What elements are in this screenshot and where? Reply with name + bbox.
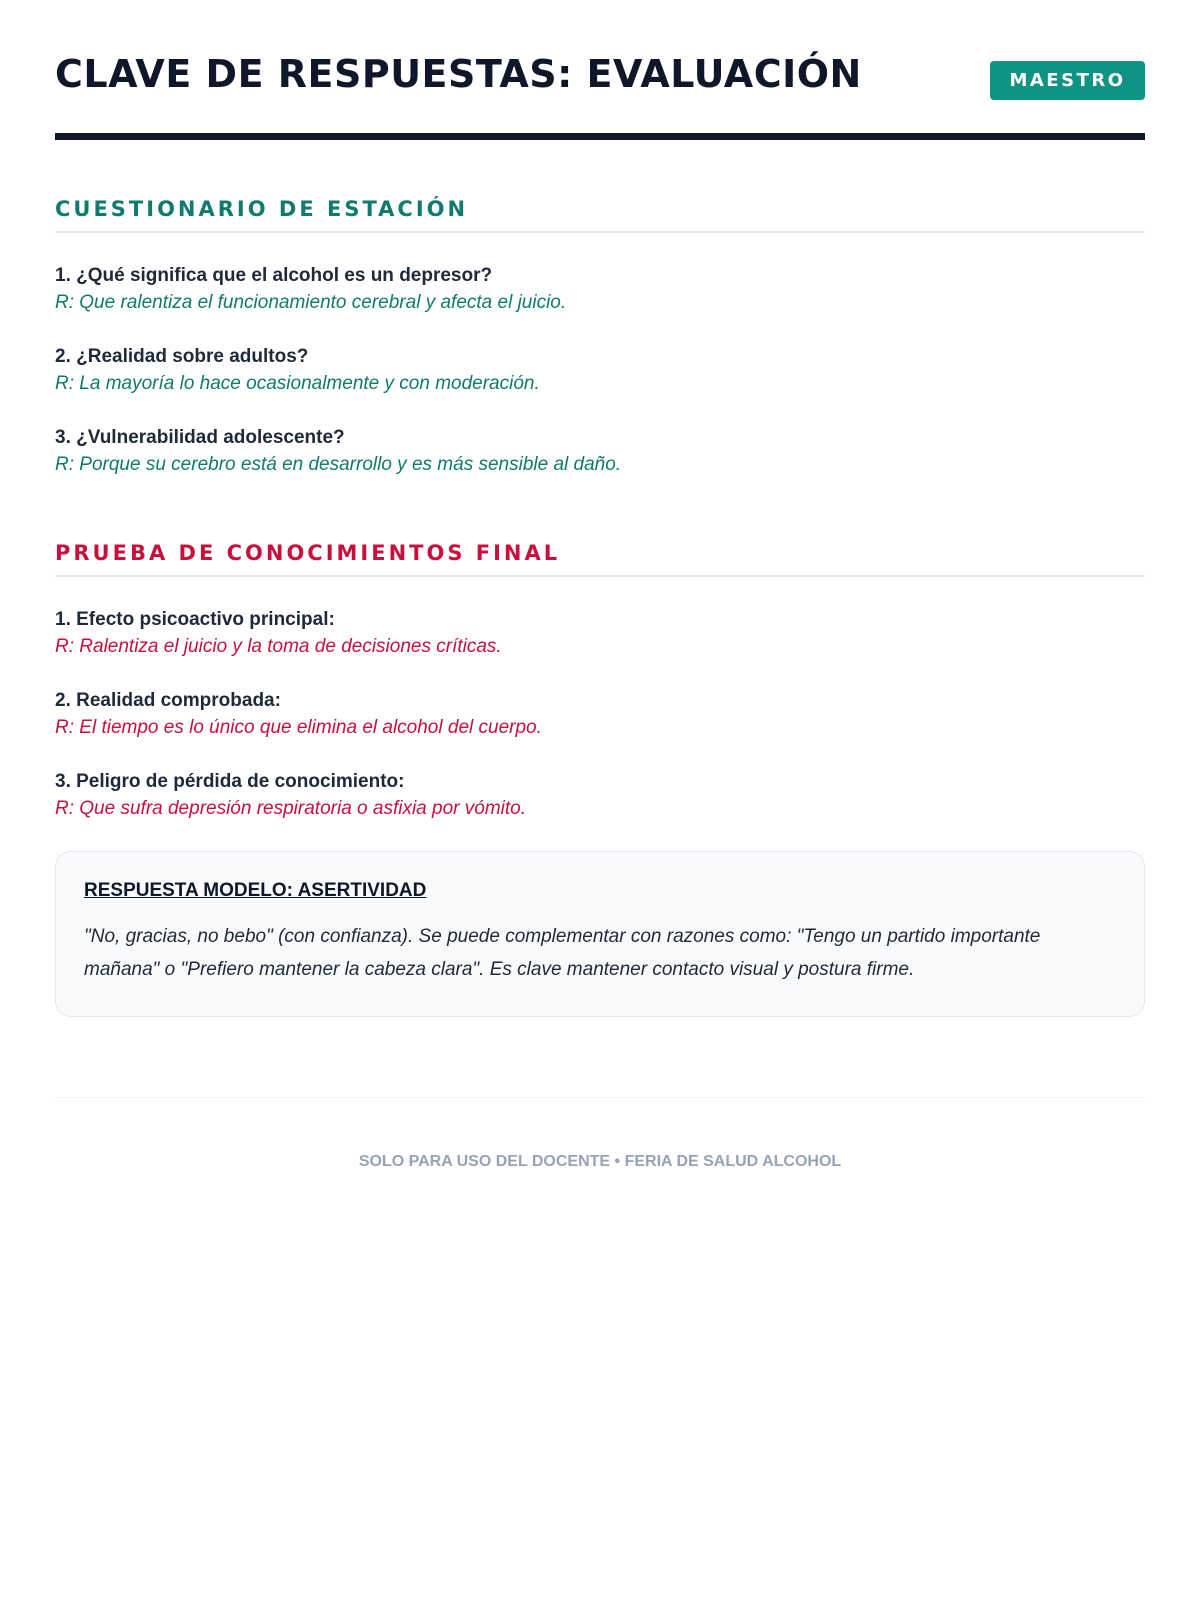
- qa-item: [55, 687, 1145, 741]
- station-quiz-heading: CUESTIONARIO DE ESTACIÓN: [55, 197, 1145, 233]
- answer-text: R: Porque su cerebro está en desarrollo y es más sensible al daño.: [55, 454, 622, 475]
- model-answer-text: "No, gracias, no bebo" (con confianza). Se puede complementar con razones como: "Tengo un partido importante mañana" o "Prefiero mantener la cabeza clara". Es clave mantener contacto visual y postura firme.: [84, 926, 1041, 980]
- final-test-heading: PRUEBA DE CONOCIMIENTOS FINAL: [55, 541, 1145, 577]
- answer-text: R: El tiempo es lo único que elimina el alcohol del cuerpo.: [55, 717, 542, 738]
- qa-item: [55, 768, 1145, 822]
- station-quiz-section: [55, 197, 1145, 478]
- teacher-badge: MAESTRO: [990, 61, 1145, 100]
- qa-item: [55, 262, 1145, 316]
- answer-text: R: La mayoría lo hace ocasionalmente y con moderación.: [55, 373, 540, 394]
- page-title: CLAVE DE RESPUESTAS: EVALUACIÓN: [55, 52, 862, 96]
- final-test-list: [55, 606, 1145, 822]
- footer-divider: [55, 1097, 1145, 1098]
- qa-item: [55, 606, 1145, 660]
- answer-text: R: Que sufra depresión respiratoria o asfixia por vómito.: [55, 798, 526, 819]
- station-quiz-list: [55, 262, 1145, 478]
- question-text: 2. Realidad comprobada:: [55, 690, 281, 711]
- final-test-section: [55, 541, 1145, 1017]
- question-text: 1. ¿Qué significa que el alcohol es un depresor?: [55, 265, 493, 286]
- qa-item: [55, 343, 1145, 397]
- answer-text: R: Ralentiza el juicio y la toma de decisiones críticas.: [55, 636, 502, 657]
- question-text: 3. ¿Vulnerabilidad adolescente?: [55, 427, 345, 448]
- question-text: 1. Efecto psicoactivo principal:: [55, 609, 335, 630]
- model-answer-title: RESPUESTA MODELO: ASERTIVIDAD: [84, 880, 427, 901]
- question-text: 3. Peligro de pérdida de conocimiento:: [55, 771, 405, 792]
- qa-item: [55, 424, 1145, 478]
- page-header: [55, 0, 1145, 140]
- answer-text: R: Que ralentiza el funcionamiento cerebral y afecta el juicio.: [55, 292, 567, 313]
- footer-text: SOLO PARA USO DEL DOCENTE • FERIA DE SALUD ALCOHOL: [358, 1153, 842, 1170]
- model-answer-box: [55, 851, 1145, 1017]
- question-text: 2. ¿Realidad sobre adultos?: [55, 346, 309, 367]
